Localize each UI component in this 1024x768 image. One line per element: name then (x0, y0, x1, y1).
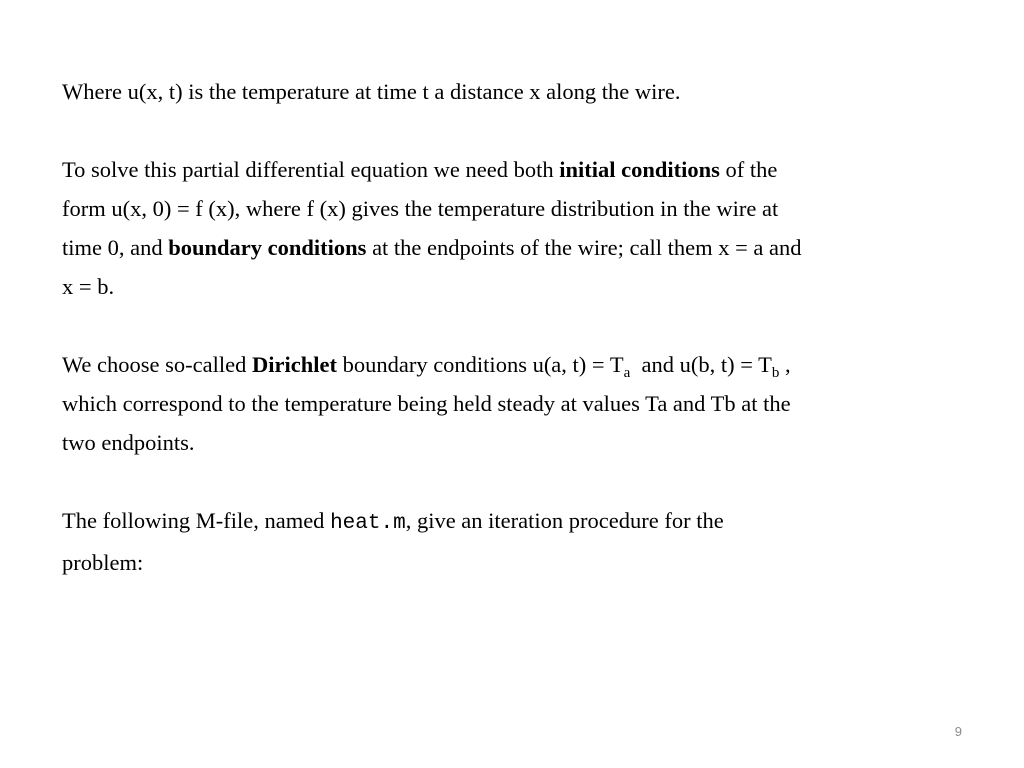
text-line: form u(x, 0) = f (x), where f (x) gives the temperature distribution in the wire at (62, 196, 779, 221)
text-line: x = b. (62, 274, 115, 299)
text-line: which correspond to the temperature being held steady at values Ta and Tb at the (62, 391, 791, 416)
code-filename: heat.m (330, 512, 406, 535)
text-run: The following M-file, named (62, 508, 331, 533)
text-line: two endpoints. (62, 430, 195, 455)
page-number: 9 (954, 724, 962, 739)
text-run: We choose so-called (62, 352, 252, 377)
text-run: , give an iteration procedure for the (405, 508, 724, 533)
paragraph-dirichlet (62, 345, 962, 462)
term-dirichlet: Dirichlet (252, 352, 337, 377)
text-run: time 0, and (62, 235, 169, 260)
paragraph-conditions (62, 150, 962, 306)
text-line (62, 345, 962, 384)
term-boundary-conditions: boundary conditions (168, 235, 367, 260)
text-run: at the endpoints of the wire; call them x = a and (366, 235, 802, 260)
text-line (62, 228, 962, 267)
slide-body (62, 72, 962, 621)
text-line: Where u(x, t) is the temperature at time t a distance x along the wire. (62, 79, 681, 104)
text-run: To solve this partial differential equation we need both (62, 157, 560, 182)
text-run: of the (719, 157, 778, 182)
text-run: boundary conditions u(a, t) = T (336, 352, 624, 377)
term-initial-conditions: initial conditions (559, 157, 720, 182)
text-run: and u(b, t) = T (630, 352, 772, 377)
subscript-a: a (623, 365, 631, 381)
subscript-b: b (771, 365, 780, 381)
paragraph-mfile (62, 501, 962, 582)
paragraph-definition (62, 72, 962, 111)
text-line (62, 501, 962, 543)
text-run: , (779, 352, 791, 377)
text-line (62, 150, 962, 189)
text-line: problem: (62, 550, 144, 575)
